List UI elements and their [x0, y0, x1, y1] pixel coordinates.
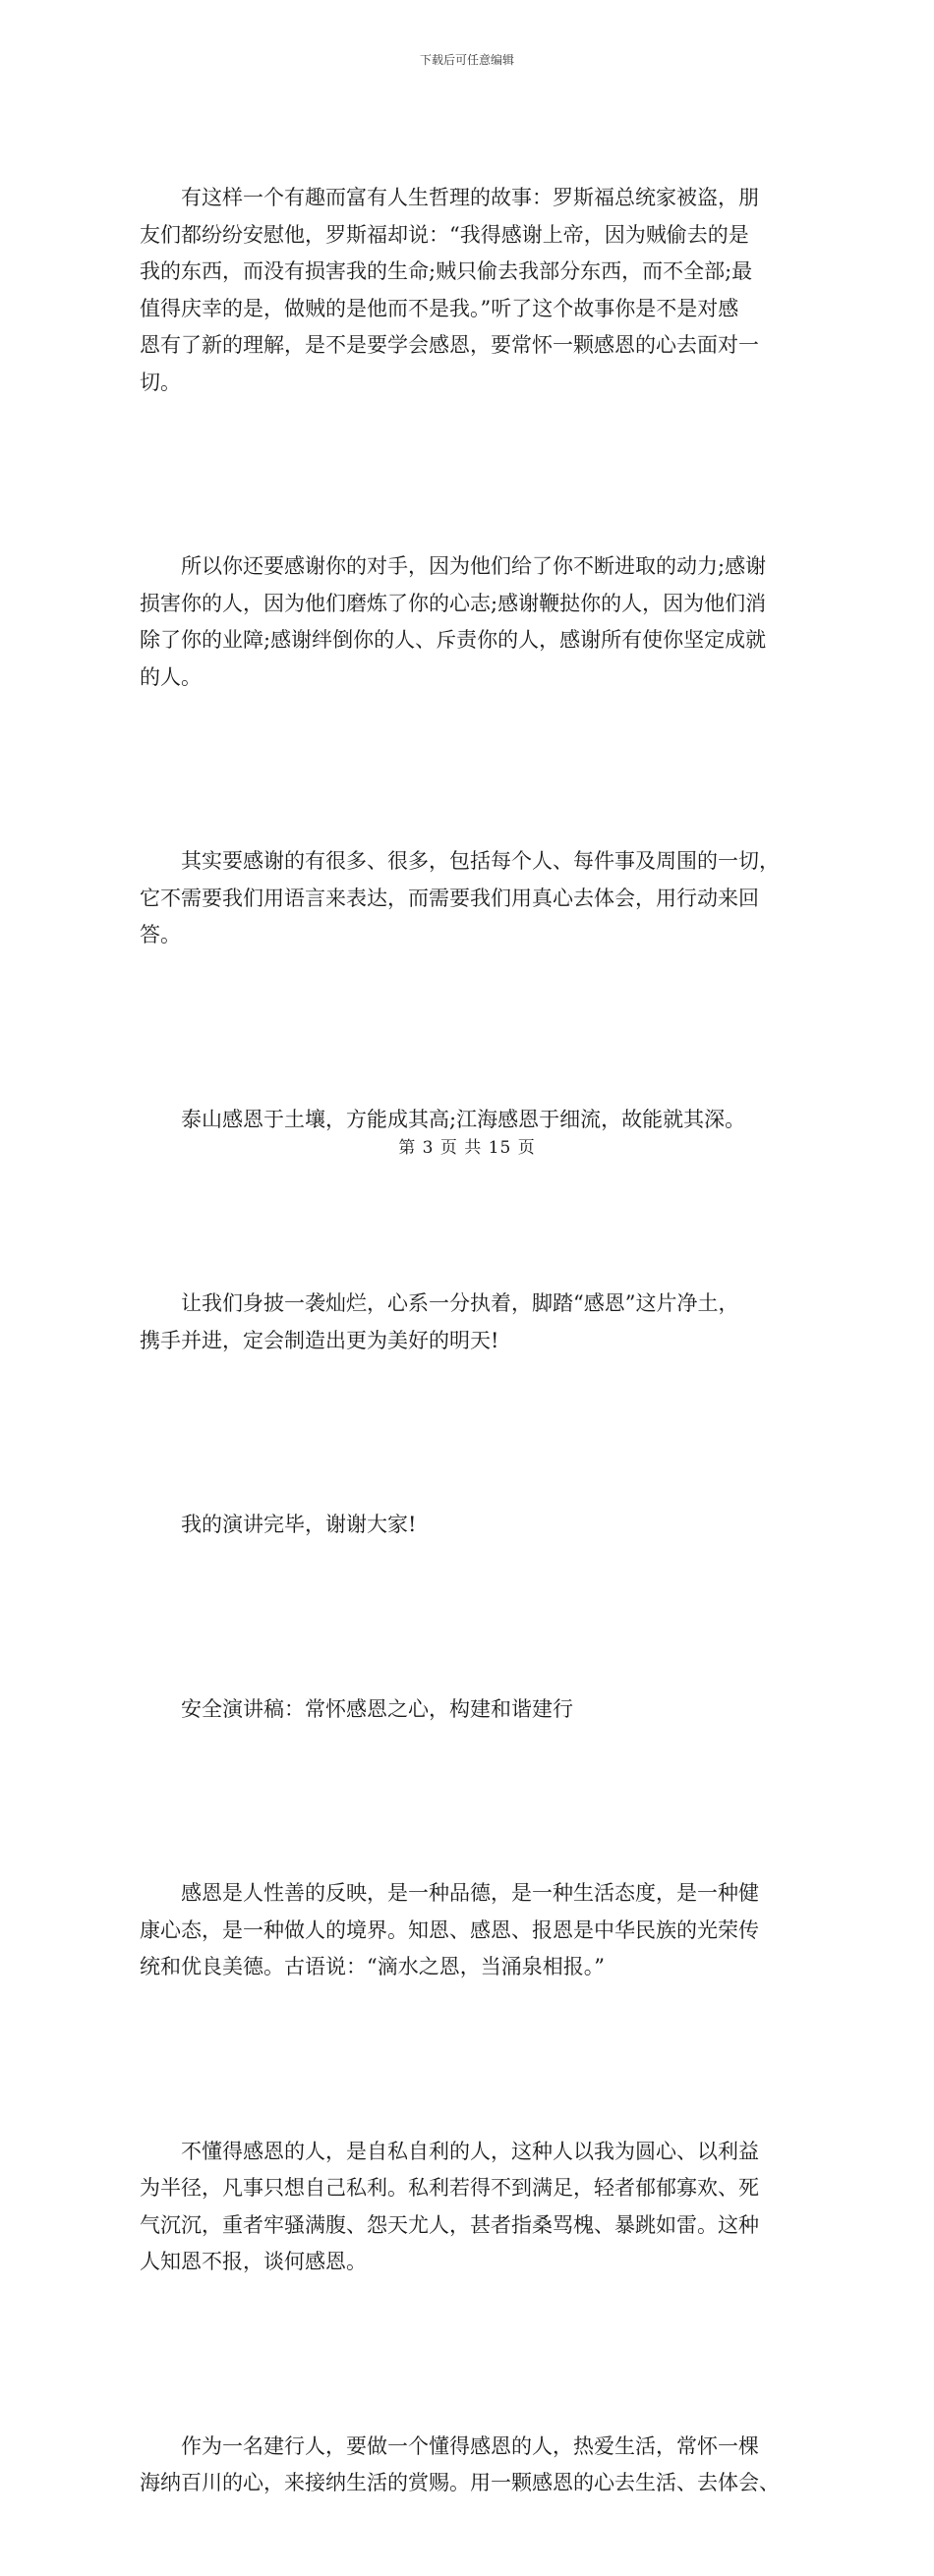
text-line: 为半径，凡事只想自己私利。私利若得不到满足，轻者郁郁寡欢、死 — [140, 2176, 759, 2200]
text-line: 让我们身披一袭灿烂，心系一分执着，脚踏“感恩”这片净土， — [181, 1291, 739, 1315]
paragraph-taishan — [140, 1028, 796, 1213]
text-line: 除了你的业障;感谢绊倒你的人、斥责你的人，感谢所有使你坚定成就 — [140, 628, 767, 652]
text-line: 友们都纷纷安慰他，罗斯福却说：“我得感谢上帝，因为贼偷去的是 — [140, 222, 749, 247]
text-line: 统和优良美德。古语说：“滴水之恩，当涌泉相报。” — [140, 1955, 605, 1978]
text-line: 作为一名建行人，要做一个懂得感恩的人，热爱生活，常怀一棵 — [181, 2433, 759, 2458]
page-number-footer: 第 3 页 共 15 页 — [398, 1138, 536, 1158]
text-line: 不懂得感恩的人，是自私自利的人，这种人以我为圆心、以利益 — [181, 2139, 759, 2163]
text-line: 答。 — [140, 923, 181, 946]
text-line: 有这样一个有趣而富有人生哲理的故事：罗斯福总统家被盗，朋 — [181, 186, 759, 209]
paragraph-ccb-employee — [140, 2355, 796, 2576]
text-line: 所以你还要感谢你的对手，因为他们给了你不断进取的动力;感谢 — [181, 554, 767, 578]
text-line: 泰山感恩于土壤，方能成其高;江海感恩于细流，故能就其深。 — [181, 1107, 746, 1131]
paragraph-hand-in-hand — [140, 1212, 796, 1433]
section-title-safety-speech — [140, 1618, 796, 1803]
paragraph-thank-many — [140, 770, 796, 1028]
text-line: 携手并进，定会制造出更为美好的明天! — [140, 1328, 499, 1352]
text-line: 感恩是人性善的反映，是一种品德，是一种生活态度，是一种健 — [181, 1881, 759, 1905]
page-header-note: 下载后可任意编辑 — [419, 53, 514, 67]
text-line: 值得庆幸的是，做贼的是他而不是我。”听了这个故事你是不是对感 — [140, 296, 739, 320]
paragraph-gratitude-virtue — [140, 1802, 796, 2060]
text-line: 它不需要我们用语言来表达，而需要我们用真心去体会，用行动来回 — [140, 886, 759, 910]
paragraph-roosevelt-story — [140, 106, 796, 475]
text-line: 恩有了新的理解，是不是要学会感恩，要常怀一颗感恩的心去面对一 — [140, 333, 759, 357]
text-line: 的人。 — [140, 664, 202, 689]
text-line: 我的演讲完毕，谢谢大家! — [181, 1513, 417, 1536]
text-line: 海纳百川的心，来接纳生活的赏赐。用一颗感恩的心去生活、去体会、 — [140, 2471, 780, 2494]
paragraph-speech-end — [140, 1433, 796, 1618]
paragraph-selfish-people — [140, 2060, 796, 2355]
text-line: 切。 — [140, 370, 181, 394]
text-line: 损害你的人，因为他们磨炼了你的心志;感谢鞭挞你的人，因为他们消 — [140, 591, 767, 615]
text-line: 气沉沉，重者牢骚满腹、怨天尤人，甚者指桑骂槐、暴跳如雷。这种 — [140, 2212, 759, 2237]
text-line: 康心态，是一种做人的境界。知恩、感恩、报恩是中华民族的光荣传 — [140, 1918, 759, 1942]
text-line: 其实要感谢的有很多、很多，包括每个人、每件事及周围的一切， — [181, 849, 780, 873]
text-line: 我的东西，而没有损害我的生命;贼只偷去我部分东西，而不全部;最 — [140, 259, 753, 283]
text-line: 人知恩不报，谈何感恩。 — [140, 2250, 367, 2273]
paragraph-thank-opponents — [140, 475, 796, 770]
document-body — [140, 106, 796, 2576]
text-line: 安全演讲稿：常怀感恩之心，构建和谐建行 — [181, 1696, 573, 1721]
